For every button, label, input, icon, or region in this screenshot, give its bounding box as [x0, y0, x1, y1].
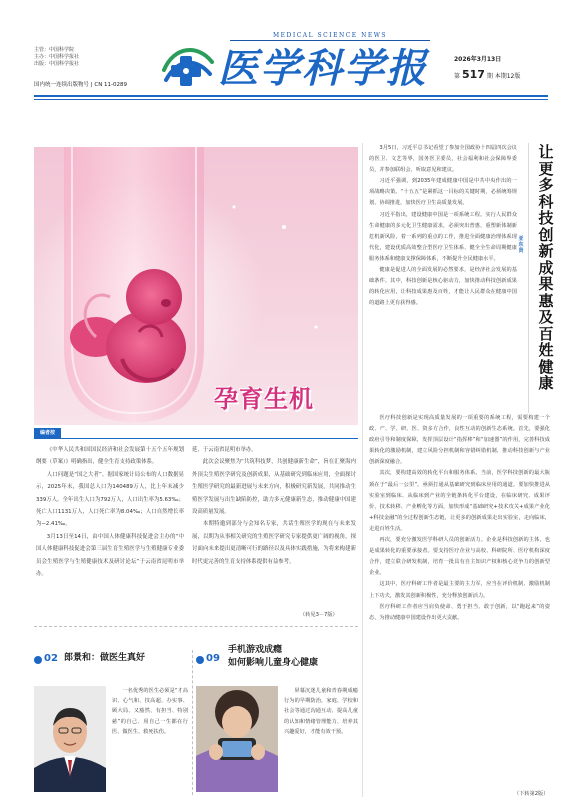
- editor-note-paragraph: 延，于云南省昆明市举办。: [192, 447, 257, 453]
- masthead-rule-thin: [34, 99, 548, 100]
- issn: 国内统一连续出版物号 | CN 11-0289: [34, 82, 128, 88]
- teaser-title[interactable]: 手机游戏成瘾: [228, 645, 283, 655]
- teaser-bullet-icon: [34, 656, 42, 664]
- teaser-summary: 一名优秀的医生必须是“才高识、心气和、技高超、办实事、顾大局、又豁然、有担当、特别慈”的自己、用自己一生都在行医、做医生、救死扶伤。: [112, 688, 188, 735]
- issue-number-value: 517: [461, 68, 485, 81]
- teaser-divider: [34, 626, 358, 627]
- issue-date: 2026年3月13日: [454, 56, 502, 63]
- lead-article-body: [369, 143, 517, 309]
- newspaper-title: 医学科学报: [218, 45, 428, 92]
- publisher-info: [34, 47, 79, 68]
- publisher-sponsor: 主办：中国科学报社: [34, 54, 80, 60]
- headline-byline: 亚东贤: [518, 236, 524, 254]
- lead-article-continued: [369, 413, 550, 624]
- editor-note-continued-link[interactable]: （转见3－7版）: [300, 612, 338, 618]
- editor-note-tag: 编者按: [34, 428, 61, 438]
- title-english: MEDICAL SCIENCE NEWS: [272, 32, 387, 39]
- continued-link[interactable]: （下转第2版）: [514, 791, 549, 797]
- teaser-title[interactable]: 郎景和：做医生真好: [64, 653, 146, 663]
- editor-note-paragraph: 本期特邀到部分与会知名专家，共话生殖医学的现在与未来发展，以期为从事相关研究的生殖医学研究专家提供更广阔的视角，探讨面向未来提出更清晰可行的路径以及具体实践措施，为将来构建新时代更完善的生育支持体系提供有益参考。: [192, 521, 356, 565]
- publisher-publisher: 出版：中国科学报社: [34, 61, 80, 67]
- headline-divider: [528, 143, 529, 413]
- editor-note-paragraph: 人口问题是“国之大者”。据国家统计局公布的人口数据显示，2025年末，我国总人口为140489万人，比上年末减少339万人。全年出生人口为792万人，人口出生率为5.63‰；死亡人口1131万人，人口死亡率为8.04‰；人口自然增长率为−2.41‰。: [36, 471, 184, 528]
- hero-title: 孕育生机: [214, 385, 314, 413]
- editor-note-paragraph: 此次会议聚焦为“共筑科技梦，共创健康新生命”，旨在汇聚海内外顶尖生殖医学研究及创新成果，从基础研究到临床应用，全面探讨生殖医学研究的最新进展与未来方向，积极研究新发展，共同推动生殖医学发展与出生缺陷防控，助力多元健康新生态，推动健康中国建设高质量发展。: [192, 459, 356, 516]
- lead-paragraph: 其次，要构建高效的转化平台和服务体系。当前，医学科技创新的最大瓶颈在于“最后一公里”，亟须打通从基础研究到临床应用的通道。要加快推进从实验室到临床、从临床到产业的全链条转化平台建设，在临床研究、成果评价、技术转移、产业孵化等方面，加快形成“基础研究+技术攻关+成果产业化+科技金融”的全过程创新生态链，让更多的创新成果走出实验室，走向临床，走进百姓生活。: [369, 470, 550, 532]
- editor-note-col2: [192, 444, 356, 568]
- masthead: [0, 0, 580, 100]
- editor-note-rule: [34, 438, 358, 439]
- lead-paragraph: 习近平强调，到2035年建成健康中国是中共中央作出的一项战略决策。“十五五”是紧抓这一目标的关键时期，必须统筹规划、协调推进，加快医疗卫生高质量发展。: [369, 178, 517, 207]
- teaser-separator: [192, 650, 193, 795]
- portrait-photo: [34, 686, 106, 792]
- lead-paragraph: 3月5日，习近平总书记看望了参加全国政协十四届四次会议的医卫、文艺等界，国务医卫委员，社会福利和社会保障界委员，并参加联组会，听取意见和建议。: [369, 145, 517, 174]
- issue-number: [454, 68, 520, 81]
- column-divider: [362, 143, 363, 797]
- lead-paragraph: 这其中，医疗科研工作者是最主要的主力军，应当在评价机制、激励机制上下功夫，激发其创新积极性，充分释放创新活力。: [369, 581, 550, 599]
- issue-suffix: 期 本期12版: [486, 73, 521, 80]
- lead-paragraph: 再次，要充分激发医学科研人员的创新活力。企业是科技创新的主体，也是成果转化的重要承接者。要支持医疗企业与高校、科研院所、医疗机构深度合作，建立联合研发机制，培育一批具有自主知识产权和核心竞争力的创新型企业。: [369, 537, 550, 577]
- publisher-supervisor: 主管：中国科学院: [34, 47, 75, 53]
- issue-prefix: 第: [454, 73, 461, 80]
- lead-paragraph: 习近平指出，建设健康中国是一项系统工程。实行人民群众生命健康的多元化卫生健康需求，必须突出普惠，重塑新体制新危机新风险，着一系列的重点的工作，推进全面健康治理体系现代化，建设优质高效整合型医疗卫生体系、健全全生命周期健康服务体系和健康支撑保障体系，不断提升全民健康水平。: [369, 211, 517, 262]
- teaser-title[interactable]: 如何影响儿童身心健康: [228, 658, 319, 668]
- title-english-rule: [230, 40, 430, 41]
- child-phone-photo: [196, 686, 278, 792]
- editor-note-paragraph: 《中华人民共和国国民经济和社会发展第十五个五年规划纲要（草案）》明确指出，健全生育支持政策体系。: [36, 447, 184, 466]
- lead-paragraph: 医疗科研工作者应当肩负使命、勇于担当、敢于创新，以“跑起来”的姿态，为推动健康中国建设作出更大贡献。: [369, 603, 550, 621]
- teaser-summary: 屏幕沉迷儿童和青春期成瘾行为的早期防治，家庭、学校和社会等通过沟通互动、提高儿童的认知和情绪管理能力、培养其兴趣爱好，才能有效干预。: [284, 688, 358, 735]
- editor-note-paragraph: 3月13日至14日，由中国人体健康科技促进会主办的“中国人体健康科技促进会第三届生育生殖医学与生殖健康专业委员会生殖医学与生殖健康技术及研讨论坛”于云南省昆明市举办。: [36, 533, 184, 578]
- teaser-page-number[interactable]: 09: [206, 653, 220, 664]
- hero-illustration: [34, 147, 358, 425]
- masthead-rule: [34, 95, 548, 97]
- teaser-page-number[interactable]: 02: [44, 653, 58, 664]
- editor-note-col1: [36, 444, 184, 580]
- lead-paragraph: 医疗科技创新是实现高质量发展的一项重要的系统工程，需要构建一个政、产、学、研、医、资多方合作，良性互动的创新生态系统。首先，要强化政府引导和制度保障，发挥顶层设计“指挥棒”和“加速器”的作用，完善科技成果转化的激励机制，建立风险分担机制和容错纠错机制，推动科技创新与产业创新深度融合。: [369, 415, 550, 466]
- teaser-bullet-icon: [196, 656, 204, 664]
- medical-cross-logo-icon: [160, 40, 216, 90]
- lead-headline: 让更多科技创新成果惠及百姓健康: [538, 143, 554, 392]
- lead-paragraph: 健康是促进人的全面发展的必然要求，是经济社会发展的基础条件。其中，科技创新是核心驱动力，加快推动科技创新成果的转化应用，让科技成果惠及百姓，才能让人民群众在健康中国的道路上更有获得感。: [369, 267, 517, 307]
